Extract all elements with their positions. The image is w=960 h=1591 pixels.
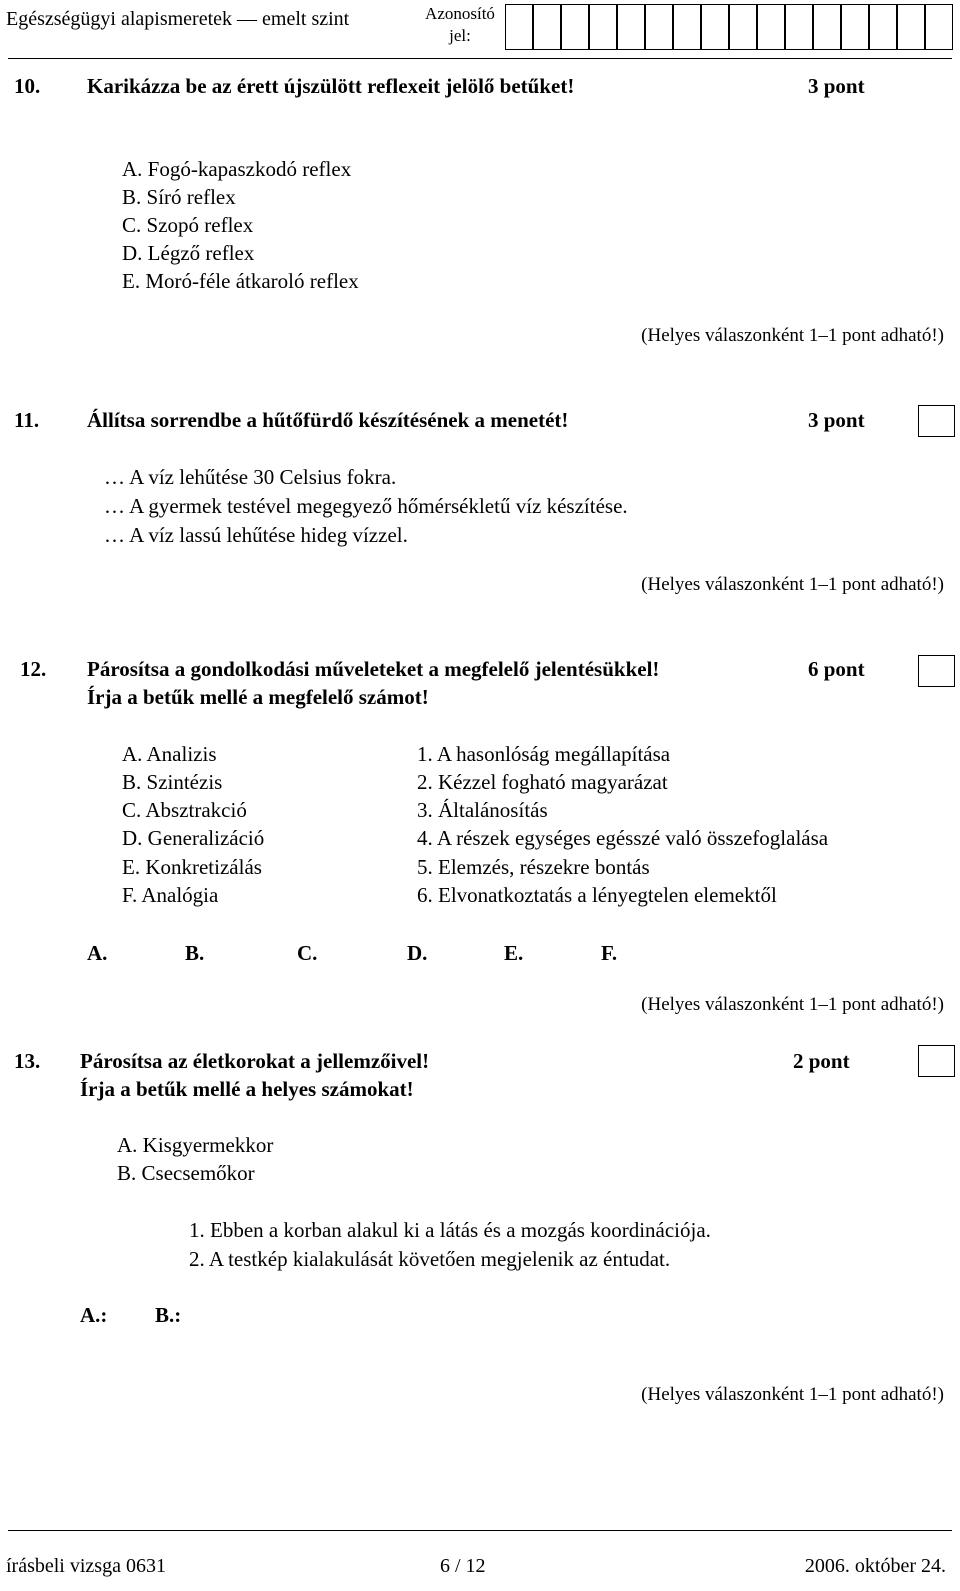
item-text: A részek egységes egésszé való összefoglalása [436,826,829,850]
q12-note: (Helyes válaszonként 1–1 pont adható!) [641,994,944,1015]
footer-date: 2006. október 24. [804,1555,946,1577]
id-box[interactable] [561,4,589,50]
id-box[interactable] [673,4,701,50]
id-box[interactable] [505,4,533,50]
item-text: Csecsemőkor [141,1161,255,1185]
q12-points: 6 pont [808,657,865,681]
id-label-line2: jel: [449,26,471,45]
item-text: Általánosítás [438,798,548,822]
item-text: Kisgyermekkor [142,1133,274,1157]
option-text: Síró reflex [146,185,236,209]
item-text: Absztrakció [145,798,247,822]
id-box[interactable] [701,4,729,50]
q12-right-item [417,798,548,823]
q10-option[interactable] [122,269,359,294]
item-text: A hasonlóság megállapítása [436,742,671,766]
option-text: Szopó reflex [146,213,254,237]
item-text: Ebben a korban alakul ki a látás és a mozgás koordinációja. [210,1218,711,1242]
answer-slot-a[interactable]: A.: [80,1303,108,1327]
q10-option[interactable] [122,213,253,238]
q13-score-box[interactable] [918,1045,955,1077]
item-letter: E. [122,855,141,879]
option-text: Moró-féle átkaroló reflex [145,269,359,293]
answer-slot-d[interactable]: D. [407,941,428,965]
q10-option[interactable] [122,185,236,210]
item-letter: A. [122,742,143,766]
option-text: Légző reflex [147,241,255,265]
id-box[interactable] [757,4,785,50]
item-number: 1. [417,742,433,766]
q11-text: Állítsa sorrendbe a hűtőfürdő készítésének a menetét! [87,408,569,432]
q12-score-box[interactable] [918,655,955,687]
q13-text: Párosítsa az életkorokat a jellemzőivel! [80,1049,430,1073]
answer-slot-c[interactable]: C. [297,941,318,965]
q10-text: Karikázza be az érett újszülött reflexeit jelölő betűket! [87,74,575,98]
q13-subtext: Írja a betűk mellé a helyes számokat! [80,1077,414,1101]
q12-right-item [417,855,650,880]
q13-points: 2 pont [793,1049,850,1073]
item-number: 6. [417,883,433,907]
id-box[interactable] [645,4,673,50]
item-text: Szintézis [146,770,223,794]
q12-text: Párosítsa a gondolkodási műveleteket a megfelelő jelentésükkel! [87,657,660,681]
item-letter: B. [122,770,142,794]
option-letter: A. [122,157,143,181]
item-number: 5. [417,855,433,879]
id-box[interactable] [813,4,841,50]
q11-note: (Helyes válaszonként 1–1 pont adható!) [641,574,944,595]
item-number: 4. [417,826,433,850]
q13-age-item [117,1133,273,1158]
q13-note: (Helyes válaszonként 1–1 pont adható!) [641,1384,944,1405]
answer-slot-e[interactable]: E. [504,941,524,965]
id-box[interactable] [785,4,813,50]
id-box[interactable] [869,4,897,50]
q10-number: 10. [14,74,41,98]
answer-slot-b[interactable]: B.: [155,1303,182,1327]
item-letter: F. [122,883,138,907]
answer-slot-b[interactable]: B. [185,941,205,965]
q12-right-item [417,826,828,851]
q13-trait-item [189,1218,711,1243]
q10-note: (Helyes válaszonként 1–1 pont adható!) [641,325,944,346]
item-number: 3. [417,798,433,822]
id-box[interactable] [729,4,757,50]
id-box[interactable] [925,4,953,50]
item-number: 1. [189,1218,205,1242]
q12-left-item [122,742,217,767]
item-text: Elvonatkoztatás a lényegtelen elemektől [438,883,777,907]
q12-right-item [417,742,670,767]
page-number: 6 / 12 [440,1555,486,1577]
q13-number: 13. [14,1049,41,1073]
option-letter: C. [122,213,142,237]
option-text: Fogó-kapaszkodó reflex [147,157,352,181]
footer-divider [8,1530,952,1531]
id-box[interactable] [533,4,561,50]
item-text: Analizis [146,742,217,766]
q12-left-item [122,883,218,908]
item-letter: D. [122,826,143,850]
q10-points: 3 pont [808,74,865,98]
item-letter: C. [122,798,142,822]
q11-step[interactable]: … A gyermek testével megegyező hőmérsékletű víz készítése. [104,494,628,518]
answer-slot-f[interactable]: F. [601,941,618,965]
q10-option[interactable] [122,157,351,182]
item-text: Kézzel fogható magyarázat [438,770,668,794]
header-divider [8,58,952,59]
q12-right-item [417,770,668,795]
item-text: Konkretizálás [145,855,262,879]
q10-option[interactable] [122,241,254,266]
item-text: Elemzés, részekre bontás [438,855,650,879]
id-box[interactable] [617,4,645,50]
id-box[interactable] [841,4,869,50]
q11-step[interactable]: … A víz lehűtése 30 Celsius fokra. [104,465,397,489]
q12-subtext: Írja a betűk mellé a megfelelő számot! [87,685,429,709]
q12-left-item [122,770,222,795]
q12-left-item [122,798,247,823]
item-text: A testkép kialakulását követően megjelenik az éntudat. [208,1247,671,1271]
item-letter: B. [117,1161,137,1185]
option-letter: D. [122,241,143,265]
item-number: 2. [417,770,433,794]
id-label-line1: Azonosító [425,4,495,23]
option-letter: B. [122,185,142,209]
option-letter: E. [122,269,141,293]
footer-exam: írásbeli vizsga 0631 [6,1555,166,1577]
item-letter: A. [117,1133,138,1157]
item-number: 2. [189,1247,205,1271]
q11-score-box[interactable] [918,405,955,437]
id-label [420,3,500,47]
q12-left-item [122,855,262,880]
q11-step[interactable]: … A víz lassú lehűtése hideg vízzel. [104,523,408,547]
id-box[interactable] [897,4,925,50]
q13-age-item [117,1161,255,1186]
q12-left-item [122,826,264,851]
q12-right-item [417,883,777,908]
item-text: Generalizáció [147,826,265,850]
q11-points: 3 pont [808,408,865,432]
header-title: Egészségügyi alapismeretek — emelt szint [6,8,350,30]
q12-number: 12. [20,657,47,681]
id-box[interactable] [589,4,617,50]
q11-number: 11. [14,408,40,432]
item-text: Analógia [141,883,219,907]
q13-trait-item [189,1247,670,1272]
answer-slot-a[interactable]: A. [87,941,108,965]
